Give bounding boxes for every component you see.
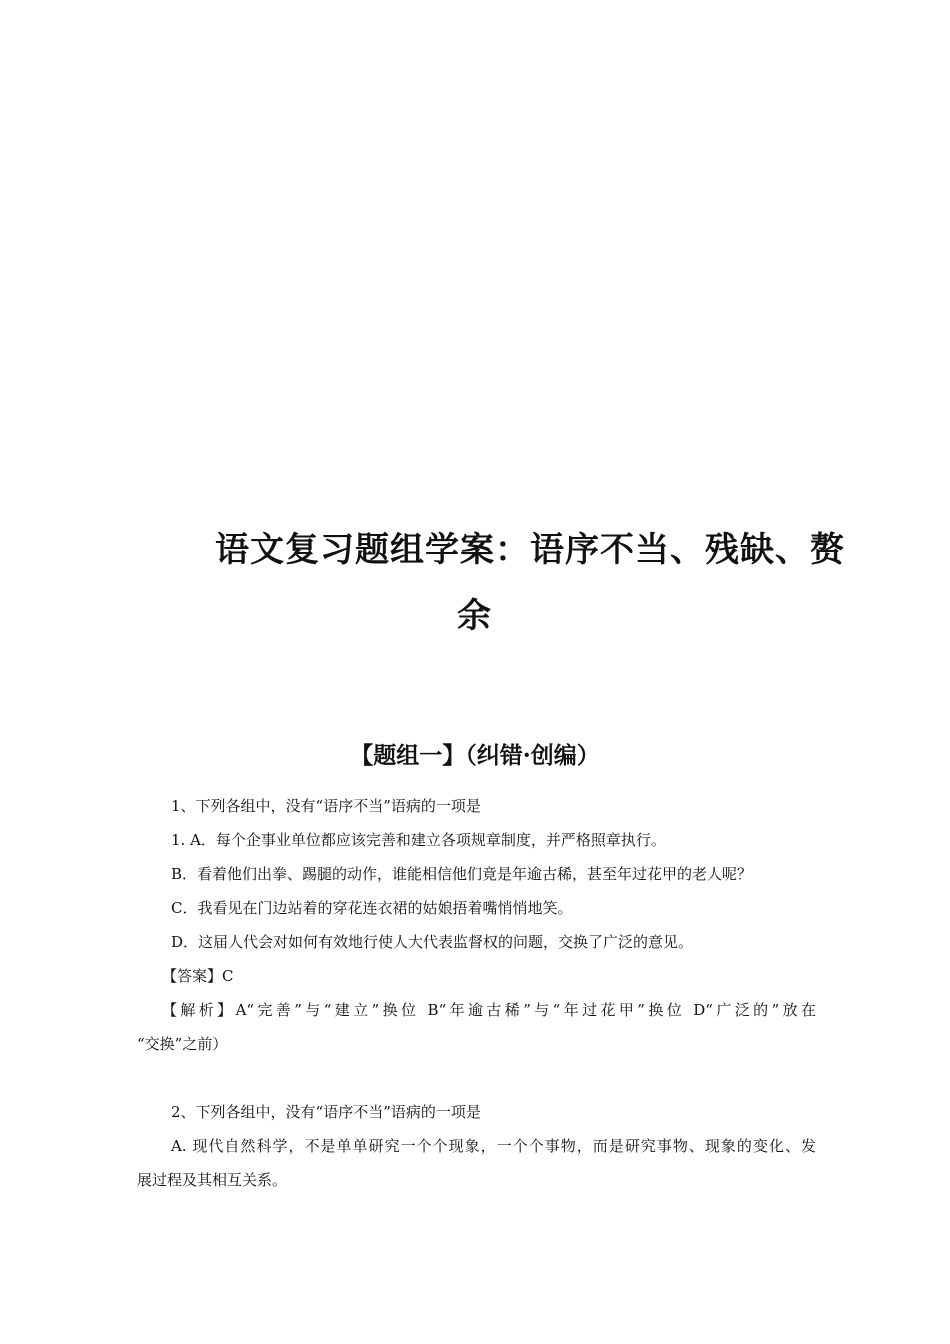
question-1-answer: 【答案】C <box>162 967 234 985</box>
group-heading: 【题组一】（纠错·创编） <box>350 742 600 769</box>
question-1-analysis-line1: 【解析】A“完善”与“建立”换位 B“年逾古稀”与“年过花甲”换位 D“广泛的”放在 <box>162 1001 816 1019</box>
question-1-option-a: 1. A．每个企事业单位都应该完善和建立各项规章制度，并严格照章执行。 <box>171 831 666 849</box>
question-2-option-a-line2: 展过程及其相互关系。 <box>137 1171 288 1189</box>
question-2-option-a-line1: A. 现代自然科学，不是单单研究一个个现象，一个个事物，而是研究事物、现象的变化、发 <box>171 1137 816 1155</box>
question-1-option-c: C．我看见在门边站着的穿花连衣裙的姑娘捂着嘴悄悄地笑。 <box>171 899 573 917</box>
question-1-analysis-line2: “交换”之前） <box>137 1035 228 1053</box>
question-1-option-d: D．这届人代会对如何有效地行使人大代表监督权的问题，交换了广泛的意见。 <box>171 933 694 951</box>
document-title-line2: 余 <box>457 596 492 636</box>
document-title-line1: 语文复习题组学案：语序不当、残缺、赘 <box>215 530 845 570</box>
question-1-stem: 1、下列各组中，没有“语序不当”语病的一项是 <box>171 797 481 815</box>
question-1-option-b: B．看着他们出拳、踢腿的动作，谁能相信他们竟是年逾古稀，甚至年过花甲的老人呢？ <box>171 865 753 883</box>
document-title <box>215 517 845 649</box>
question-2-stem: 2、下列各组中，没有“语序不当”语病的一项是 <box>171 1103 481 1121</box>
